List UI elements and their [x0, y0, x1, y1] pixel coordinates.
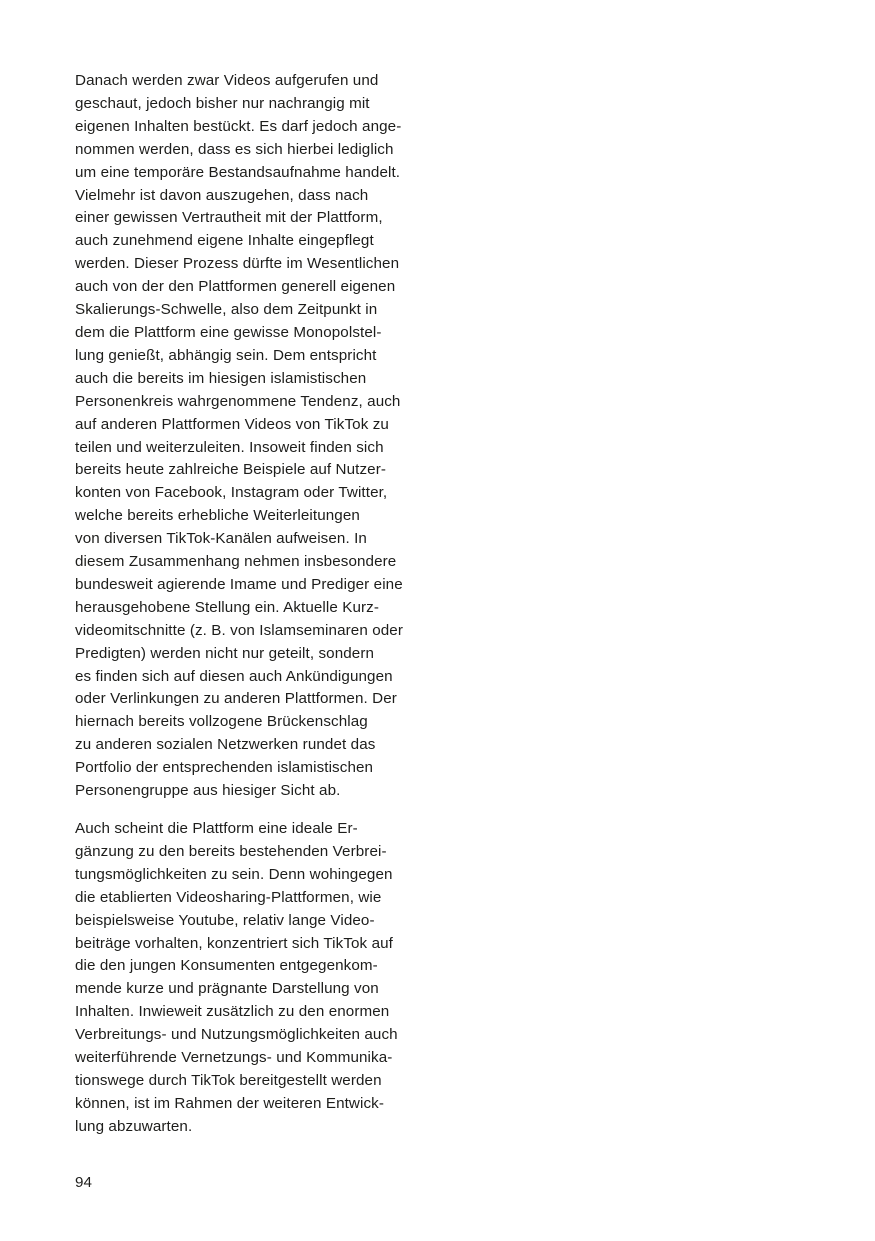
text-line: oder Verlinkungen zu anderen Plattformen. Der	[75, 690, 397, 708]
text-line: Vielmehr ist davon auszugehen, dass nach	[75, 186, 369, 204]
page-number: 94	[75, 1174, 92, 1191]
text-line: einer gewissen Vertrautheit mit der Plattform,	[75, 209, 383, 227]
text-line: videomitschnitte (z. B. von Islamseminaren oder	[75, 621, 403, 639]
text-line: dem die Plattform eine gewisse Monopolstel-	[75, 323, 382, 341]
text-line: hiernach bereits vollzogene Brückenschlag	[75, 713, 368, 731]
text-line: mende kurze und prägnante Darstellung von	[75, 980, 379, 998]
text-line: bundesweit agierende Imame und Prediger eine	[75, 575, 403, 593]
text-line: lung genießt, abhängig sein. Dem entspricht	[75, 346, 377, 364]
text-line: beispielsweise Youtube, relativ lange Video-	[75, 911, 375, 929]
text-line: gänzung zu den bereits bestehenden Verbrei-	[75, 842, 387, 860]
text-line: konten von Facebook, Instagram oder Twitter,	[75, 484, 388, 502]
paragraph-2	[75, 818, 435, 1139]
text-column	[75, 70, 435, 1139]
text-line: auf anderen Plattformen Videos von TikTok zu	[75, 415, 389, 433]
text-line: um eine temporäre Bestandsaufnahme handelt.	[75, 163, 401, 181]
text-line: auch zunehmend eigene Inhalte eingepflegt	[75, 232, 374, 250]
text-line: tionswege durch TikTok bereitgestellt werden	[75, 1071, 382, 1089]
text-line: diesem Zusammenhang nehmen insbesondere	[75, 553, 397, 571]
text-line: Auch scheint die Plattform eine ideale Er-	[75, 820, 358, 837]
text-line: zu anderen sozialen Netzwerken rundet das	[75, 736, 376, 754]
paragraph-gap	[75, 803, 435, 818]
text-line: welche bereits erhebliche Weiterleitungen	[75, 507, 360, 525]
text-line: bereits heute zahlreiche Beispiele auf Nutzer-	[75, 461, 387, 479]
text-line: herausgehobene Stellung ein. Aktuelle Kurz-	[75, 598, 380, 616]
text-line: werden. Dieser Prozess dürfte im Wesentlichen	[75, 255, 400, 273]
text-line: geschaut, jedoch bisher nur nachrangig mit	[75, 94, 370, 112]
text-line: Portfolio der entsprechenden islamistischen	[75, 759, 374, 777]
text-line: Predigten) werden nicht nur geteilt, sondern	[75, 644, 375, 662]
text-line: weiterführende Vernetzungs- und Kommunika-	[75, 1049, 393, 1067]
text-line: nommen werden, dass es sich hierbei lediglich	[75, 140, 394, 158]
text-line: die etablierten Videosharing-Plattformen, wie	[75, 888, 382, 906]
text-line: es finden sich auf diesen auch Ankündigungen	[75, 667, 393, 685]
text-line: Skalierungs-Schwelle, also dem Zeitpunkt in	[75, 301, 378, 319]
text-line: von diversen TikTok-Kanälen aufweisen. In	[75, 530, 367, 548]
text-line: Personenkreis wahrgenommene Tendenz, auch	[75, 392, 401, 410]
text-line: Inhalten. Inwieweit zusätzlich zu den enormen	[75, 1003, 390, 1021]
text-line: die den jungen Konsumenten entgegenkom-	[75, 957, 378, 975]
text-line: teilen und weiterzuleiten. Insoweit finden sich	[75, 438, 384, 456]
text-line: beiträge vorhalten, konzentriert sich TikTok auf	[75, 934, 393, 952]
text-line: tungsmöglichkeiten zu sein. Denn wohingegen	[75, 865, 393, 883]
text-line: auch von der den Plattformen generell eigenen	[75, 278, 396, 296]
paragraph-1	[75, 70, 435, 803]
text-line: eigenen Inhalten bestückt. Es darf jedoch ange-	[75, 117, 402, 135]
text-line: Personengruppe aus hiesiger Sicht ab.	[75, 782, 341, 800]
text-line: lung abzuwarten.	[75, 1117, 193, 1135]
text-line: können, ist im Rahmen der weiteren Entwick-	[75, 1094, 385, 1112]
text-line: auch die bereits im hiesigen islamistischen	[75, 369, 367, 387]
text-line: Danach werden zwar Videos aufgerufen und	[75, 72, 379, 89]
text-line: Verbreitungs- und Nutzungsmöglichkeiten auch	[75, 1026, 398, 1044]
